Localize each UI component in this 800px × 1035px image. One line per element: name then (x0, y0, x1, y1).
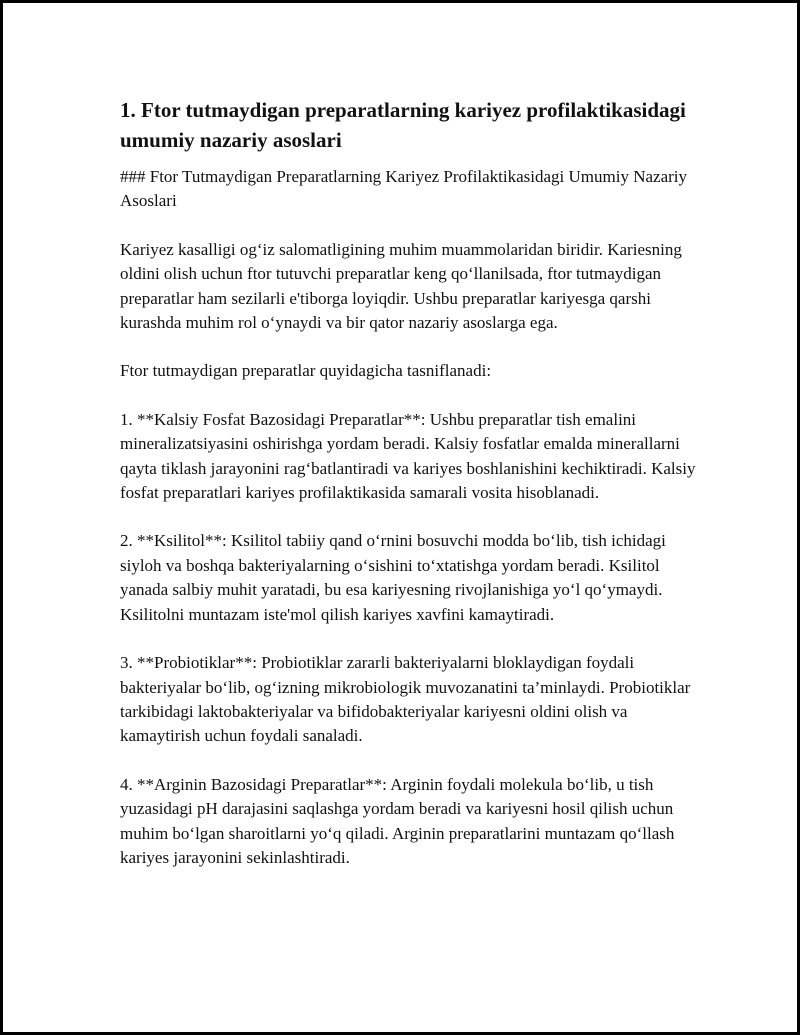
list-item-arginine: 4. **Arginin Bazosidagi Preparatlar**: Arginin foydali molekula bo‘lib, u tish yuzasidagi pH darajasini saqlashga yordam beradi va kariyesni hosil qilish uchun muhim bo‘lgan sharoitlarni yo‘q qiladi. Arginin preparatlarini muntazam qo‘llash kariyes jarayonini sekinlashtiradi. (120, 774, 675, 867)
subheading-paragraph: ### Ftor Tutmaydigan Preparatlarning Kariyez Profilaktikasidagi Umumiy Nazariy Asoslari (120, 167, 688, 211)
list-item-calcium-phosphate: 1. **Kalsiy Fosfat Bazosidagi Preparatlar**: Ushbu preparatlar tish emalini mineralizatsiyasini oshirishga yordam beradi. Kalsiy fosfatlar emalda minerallarni qayta tiklash jarayonini rag‘batlantiradi va kariyes boshlanishini kechiktiradi. Kalsiy fosfat preparatlari kariyes profilaktikasida samarali vosita hisoblanadi. (120, 409, 696, 503)
classification-paragraph: Ftor tutmaydigan preparatlar quyidagicha tasniflanadi: (120, 361, 492, 381)
list-item-probiotics: 3. **Probiotiklar**: Probiotiklar zararli bakteriyalarni bloklaydigan foydali bakteriyalar bo‘lib, og‘izning mikrobiologik muvozanatini ta’minlaydi. Probiotiklar tarkibidagi laktobakteriyalar va bifidobakteriyalar kariyesni oldini olish va kamaytirish uchun foydali sanaladi. (120, 653, 691, 746)
intro-paragraph: Kariyez kasalligi og‘iz salomatligining muhim muammolaridan biridir. Kariesning oldini olish uchun ftor tutuvchi preparatlar keng qo‘llanilsada, ftor tutmaydigan preparatlar ham sezilarli e'tiborga loyiqdir. Ushbu preparatlar kariyesga qarshi kurashda muhim rol o‘ynaydi va bir qator nazariy asoslarga ega. (120, 239, 682, 333)
section-heading: 1. Ftor tutmaydigan preparatlarning kariyez profilaktikasidagi umumiy nazariy asoslari (120, 98, 686, 152)
list-item-xylitol: 2. **Ksilitol**: Ksilitol tabiiy qand o‘rnini bosuvchi modda bo‘lib, tish ichidagi siyloh va boshqa bakteriyalarning o‘sishini to‘xtatishga yordam beradi. Ksilitol yanada salbiy muhit yaratadi, bu esa kariyesning rivojlanishiga yo‘l qo‘ymaydi. Ksilitolni muntazam iste'mol qilish kariyes xavfini kamaytiradi. (120, 531, 666, 624)
document-body (120, 95, 700, 894)
